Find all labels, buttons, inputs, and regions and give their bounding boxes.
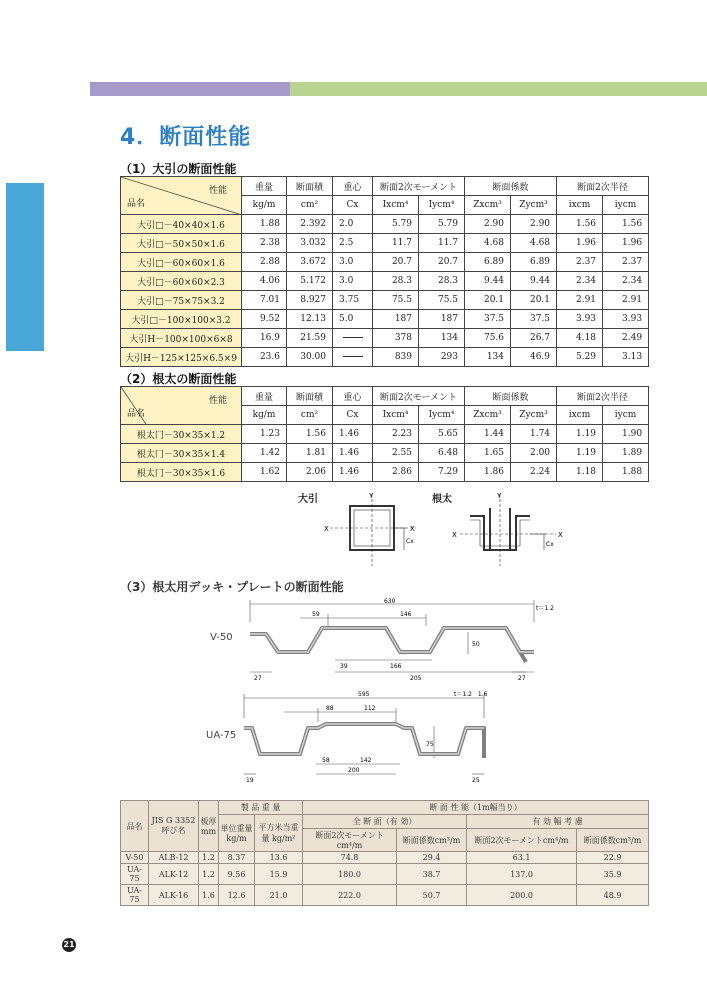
zy-value: 2.90 — [511, 215, 557, 234]
header-zx: Zxcm³ — [465, 196, 511, 215]
header-centroid-unit: Cx — [333, 196, 373, 215]
table-row — [121, 215, 649, 234]
header-iy: Iycm⁴ — [419, 196, 465, 215]
area-value: 5.172 — [287, 272, 333, 291]
page-number: 21 — [62, 938, 76, 952]
centroid-value: 3.0 — [333, 253, 373, 272]
ua75-bottom: 58 — [322, 757, 330, 764]
header-zy: Zycm³ — [511, 406, 557, 425]
rx-value: 1.19 — [557, 444, 603, 463]
ry-value: 1.88 — [603, 463, 649, 482]
deck-full-moment: 180.0 — [303, 864, 397, 885]
neda-cx: Cx — [546, 541, 554, 548]
zx-value: 37.5 — [465, 310, 511, 329]
ry-value: 1.89 — [603, 444, 649, 463]
table-row — [121, 310, 649, 329]
weight-value: 1.88 — [242, 215, 287, 234]
table-row — [121, 852, 649, 864]
ry-value: 1.90 — [603, 425, 649, 444]
deck-header-full-modulus: 断面係数cm³/m — [397, 829, 467, 852]
deck-jis: ALK-12 — [149, 864, 199, 885]
page-title: 4．断面性能 — [120, 125, 252, 150]
header-weight-unit: kg/m — [242, 196, 287, 215]
product-name: 根太冂－30×35×1.4 — [121, 444, 242, 463]
header-name-cell — [121, 387, 242, 425]
v50-valley: 166 — [390, 663, 402, 670]
header-moment: 断面2次モーメント — [373, 177, 465, 196]
ix-value: 2.55 — [373, 444, 419, 463]
product-name: 大引□－60×60×1.6 — [121, 253, 242, 272]
deck-thickness: 1.2 — [199, 864, 219, 885]
table-row — [121, 864, 649, 885]
deck-header-full-section: 全 断 面（有 効） — [303, 815, 467, 829]
table-row — [121, 234, 649, 253]
product-name: 大引□－100×100×3.2 — [121, 310, 242, 329]
side-tab — [6, 183, 44, 351]
table-row — [121, 885, 649, 906]
ix-value: 839 — [373, 348, 419, 367]
cross-section-diagrams — [320, 488, 580, 570]
ohbiki-table — [120, 176, 649, 367]
deck-name: V-50 — [121, 852, 149, 864]
header-area: 断面積 — [287, 177, 333, 196]
area-value: 21.59 — [287, 329, 333, 348]
rx-value: 5.29 — [557, 348, 603, 367]
header-property: 性能 — [208, 185, 227, 196]
table-row — [121, 348, 649, 367]
centroid-value — [333, 348, 373, 367]
ua75-height: 75 — [426, 741, 434, 748]
v50-edge-left: 27 — [254, 675, 262, 682]
ry-value: 1.56 — [603, 215, 649, 234]
area-value: 30.00 — [287, 348, 333, 367]
header-centroid-unit: Cx — [333, 406, 373, 425]
weight-value: 16.9 — [242, 329, 287, 348]
deck-name: UA-75 — [121, 864, 149, 885]
rx-value: 2.37 — [557, 253, 603, 272]
centroid-value: 3.75 — [333, 291, 373, 310]
v50-edge-right: 27 — [518, 675, 526, 682]
header-rx: ixcm — [557, 406, 603, 425]
zy-value: 2.00 — [511, 444, 557, 463]
area-value: 1.56 — [287, 425, 333, 444]
header-name: 品名 — [127, 198, 146, 209]
centroid-value: 1.46 — [333, 425, 373, 444]
rx-value: 1.56 — [557, 215, 603, 234]
ohbiki-diagram-label: 大引 — [298, 494, 318, 505]
ix-value: 2.23 — [373, 425, 419, 444]
ua75-top: 112 — [364, 705, 376, 712]
deck-thickness: 1.6 — [199, 885, 219, 906]
iy-value: 6.48 — [419, 444, 465, 463]
zx-value: 9.44 — [465, 272, 511, 291]
weight-value: 2.38 — [242, 234, 287, 253]
weight-value: 1.62 — [242, 463, 287, 482]
section3-heading: （3）根太用デッキ・プレートの断面性能 — [120, 580, 344, 594]
deck-header-unit-weight: 単位重量 kg/m — [219, 815, 255, 852]
neda-axis-x-left: X — [452, 531, 457, 539]
header-radius: 断面2次半径 — [557, 177, 649, 196]
header-modulus: 断面係数 — [465, 387, 557, 406]
header-ry: iycm — [603, 196, 649, 215]
ix-value: 5.79 — [373, 215, 419, 234]
deck-plate-table — [120, 800, 649, 906]
ix-value: 28.3 — [373, 272, 419, 291]
header-area-unit: cm² — [287, 196, 333, 215]
ohbiki-axis-x-right: X — [410, 525, 415, 533]
zy-value: 6.89 — [511, 253, 557, 272]
zx-value: 6.89 — [465, 253, 511, 272]
iy-value: 293 — [419, 348, 465, 367]
deck-header-name: 品名 — [121, 801, 149, 852]
zx-value: 1.86 — [465, 463, 511, 482]
header-weight: 重量 — [242, 387, 287, 406]
header-iy: Iycm⁴ — [419, 406, 465, 425]
ix-value: 75.5 — [373, 291, 419, 310]
ry-value: 3.13 — [603, 348, 649, 367]
ua75-pitch: 200 — [348, 767, 360, 774]
table-row — [121, 253, 649, 272]
ry-value: 2.91 — [603, 291, 649, 310]
header-moment: 断面2次モーメント — [373, 387, 465, 406]
deck-unit-weight: 12.6 — [219, 885, 255, 906]
ohbiki-axis-y: Y — [369, 492, 374, 500]
product-name: 大引□－40×40×1.6 — [121, 215, 242, 234]
iy-value: 75.5 — [419, 291, 465, 310]
deck-jis: ALB-12 — [149, 852, 199, 864]
header-centroid: 重心 — [333, 387, 373, 406]
ohbiki-cx: Cx — [406, 538, 414, 545]
deck-eff-modulus: 48.9 — [577, 885, 649, 906]
rx-value: 2.34 — [557, 272, 603, 291]
weight-value: 9.52 — [242, 310, 287, 329]
weight-value: 4.06 — [242, 272, 287, 291]
header-name-cell — [121, 177, 242, 215]
header-ry: iycm — [603, 406, 649, 425]
iy-value: 5.65 — [419, 425, 465, 444]
iy-value: 20.7 — [419, 253, 465, 272]
neda-axis-y: Y — [497, 492, 502, 500]
centroid-value: 5.0 — [333, 310, 373, 329]
deck-header-sq-weight: 平方米当重量 kg/m² — [255, 815, 303, 852]
weight-value: 1.42 — [242, 444, 287, 463]
ix-value: 187 — [373, 310, 419, 329]
deck-eff-moment: 200.0 — [467, 885, 577, 906]
iy-value: 134 — [419, 329, 465, 348]
ry-value: 2.34 — [603, 272, 649, 291]
header-bar-green — [290, 82, 707, 96]
iy-value: 11.7 — [419, 234, 465, 253]
v50-label: V-50 — [210, 632, 233, 643]
deck-eff-moment: 63.1 — [467, 852, 577, 864]
header-area-unit: cm² — [287, 406, 333, 425]
deck-header-eff-modulus: 断面係数cm³/m — [577, 829, 649, 852]
deck-eff-modulus: 22.9 — [577, 852, 649, 864]
section1-heading: （1）大引の断面性能 — [120, 162, 237, 176]
neda-axis-x-right: X — [558, 531, 563, 539]
header-area: 断面積 — [287, 387, 333, 406]
ohbiki-axis-x-left: X — [324, 525, 329, 533]
zy-value: 37.5 — [511, 310, 557, 329]
ry-value: 2.49 — [603, 329, 649, 348]
header-radius: 断面2次半径 — [557, 387, 649, 406]
iy-value: 28.3 — [419, 272, 465, 291]
header-ix: Ixcm⁴ — [373, 196, 419, 215]
weight-value: 23.6 — [242, 348, 287, 367]
zy-value: 46.9 — [511, 348, 557, 367]
ry-value: 1.96 — [603, 234, 649, 253]
ry-value: 2.37 — [603, 253, 649, 272]
header-ix: Ixcm⁴ — [373, 406, 419, 425]
v50-flange: 59 — [312, 611, 320, 618]
centroid-value: 1.46 — [333, 444, 373, 463]
centroid-value — [333, 329, 373, 348]
weight-value: 1.23 — [242, 425, 287, 444]
area-value: 8.927 — [287, 291, 333, 310]
ua75-label: UA-75 — [206, 730, 237, 741]
iy-value: 7.29 — [419, 463, 465, 482]
deck-full-moment: 74.8 — [303, 852, 397, 864]
deck-eff-moment: 137.0 — [467, 864, 577, 885]
neda-diagram-label: 根太 — [432, 494, 452, 505]
header-modulus: 断面係数 — [465, 177, 557, 196]
rx-value: 1.96 — [557, 234, 603, 253]
centroid-value: 2.0 — [333, 215, 373, 234]
ua75-profile-diagram — [200, 688, 570, 784]
deck-unit-weight: 8.37 — [219, 852, 255, 864]
weight-value: 7.01 — [242, 291, 287, 310]
table-row — [121, 425, 649, 444]
deck-header-jis: JIS G 3352 呼び名 — [149, 801, 199, 852]
zy-value: 26.7 — [511, 329, 557, 348]
zx-value: 1.65 — [465, 444, 511, 463]
deck-full-moment: 222.0 — [303, 885, 397, 906]
ix-value: 20.7 — [373, 253, 419, 272]
zy-value: 2.24 — [511, 463, 557, 482]
header-weight: 重量 — [242, 177, 287, 196]
zy-value: 9.44 — [511, 272, 557, 291]
rx-value: 2.91 — [557, 291, 603, 310]
deck-header-thickness: 板厚 mm — [199, 801, 219, 852]
zy-value: 4.68 — [511, 234, 557, 253]
ua75-edge-left: 19 — [246, 777, 254, 784]
zx-value: 134 — [465, 348, 511, 367]
ua75-valley: 142 — [360, 757, 372, 764]
ua75-flange: 88 — [326, 705, 334, 712]
zx-value: 2.90 — [465, 215, 511, 234]
table-row — [121, 444, 649, 463]
zx-value: 20.1 — [465, 291, 511, 310]
table-row — [121, 463, 649, 482]
section2-heading: （2）根太の断面性能 — [120, 372, 237, 386]
area-value: 12.13 — [287, 310, 333, 329]
neda-table — [120, 386, 649, 482]
ua75-edge-right: 25 — [472, 777, 480, 784]
deck-sq-weight: 13.6 — [255, 852, 303, 864]
neda-channel-section — [460, 494, 556, 566]
v50-corrugation — [250, 628, 534, 662]
area-value: 3.032 — [287, 234, 333, 253]
product-name: 根太冂－30×35×1.2 — [121, 425, 242, 444]
dash-mark — [343, 337, 363, 338]
centroid-value: 2.5 — [333, 234, 373, 253]
v50-pitch: 205 — [410, 675, 422, 682]
ix-value: 11.7 — [373, 234, 419, 253]
iy-value: 187 — [419, 310, 465, 329]
header-weight-unit: kg/m — [242, 406, 287, 425]
deck-sq-weight: 21.0 — [255, 885, 303, 906]
deck-thickness: 1.2 — [199, 852, 219, 864]
deck-unit-weight: 9.56 — [219, 864, 255, 885]
table-row — [121, 291, 649, 310]
deck-full-modulus: 38.7 — [397, 864, 467, 885]
area-value: 2.06 — [287, 463, 333, 482]
rx-value: 4.18 — [557, 329, 603, 348]
deck-sq-weight: 15.9 — [255, 864, 303, 885]
v50-profile-diagram — [200, 596, 570, 686]
area-value: 1.81 — [287, 444, 333, 463]
v50-total: 630 — [384, 598, 396, 605]
product-name: 大引□－60×60×2.3 — [121, 272, 242, 291]
ohbiki-square-section — [330, 494, 416, 566]
area-value: 3.672 — [287, 253, 333, 272]
product-name: 大引□－75×75×3.2 — [121, 291, 242, 310]
v50-thickness: t＝1.2 — [536, 605, 554, 612]
deck-header-performance: 断 面 性 能（1m幅当り） — [303, 801, 649, 815]
v50-height: 50 — [472, 641, 480, 648]
zx-value: 4.68 — [465, 234, 511, 253]
product-name: 根太冂－30×35×1.6 — [121, 463, 242, 482]
v50-bottom: 39 — [340, 663, 348, 670]
product-name: 大引H－125×125×6.5×9 — [121, 348, 242, 367]
zx-value: 1.44 — [465, 425, 511, 444]
header-bar-purple — [90, 82, 290, 96]
zx-value: 75.6 — [465, 329, 511, 348]
ua75-total: 595 — [358, 691, 370, 698]
ua75-thickness: t＝1.2 1.6 — [454, 691, 488, 698]
ix-value: 378 — [373, 329, 419, 348]
rx-value: 1.19 — [557, 425, 603, 444]
header-zy: Zycm³ — [511, 196, 557, 215]
dash-mark — [343, 356, 363, 357]
area-value: 2.392 — [287, 215, 333, 234]
header-zx: Zxcm³ — [465, 406, 511, 425]
weight-value: 2.88 — [242, 253, 287, 272]
deck-header-eff-moment: 断面2次モーメントcm⁴/m — [467, 829, 577, 852]
ix-value: 2.86 — [373, 463, 419, 482]
ua75-corrugation — [244, 724, 484, 758]
rx-value: 3.93 — [557, 310, 603, 329]
table-row — [121, 329, 649, 348]
zy-value: 1.74 — [511, 425, 557, 444]
product-name: 大引H－100×100×6×8 — [121, 329, 242, 348]
iy-value: 5.79 — [419, 215, 465, 234]
zy-value: 20.1 — [511, 291, 557, 310]
deck-full-modulus: 50.7 — [397, 885, 467, 906]
deck-jis: ALK-16 — [149, 885, 199, 906]
header-property: 性能 — [208, 395, 227, 406]
deck-eff-modulus: 35.9 — [577, 864, 649, 885]
header-rx: ixcm — [557, 196, 603, 215]
deck-header-weight: 製 品 重 量 — [219, 801, 303, 815]
deck-header-full-moment: 断面2次モーメントcm⁴/m — [303, 829, 397, 852]
deck-name: UA-75 — [121, 885, 149, 906]
centroid-value: 3.0 — [333, 272, 373, 291]
header-name: 品名 — [127, 408, 146, 419]
product-name: 大引□－50×50×1.6 — [121, 234, 242, 253]
deck-header-effective: 有 効 幅 考 慮 — [467, 815, 649, 829]
rx-value: 1.18 — [557, 463, 603, 482]
v50-top: 146 — [400, 611, 412, 618]
header-centroid: 重心 — [333, 177, 373, 196]
ry-value: 3.93 — [603, 310, 649, 329]
table-row — [121, 272, 649, 291]
deck-full-modulus: 29.4 — [397, 852, 467, 864]
centroid-value: 1.46 — [333, 463, 373, 482]
